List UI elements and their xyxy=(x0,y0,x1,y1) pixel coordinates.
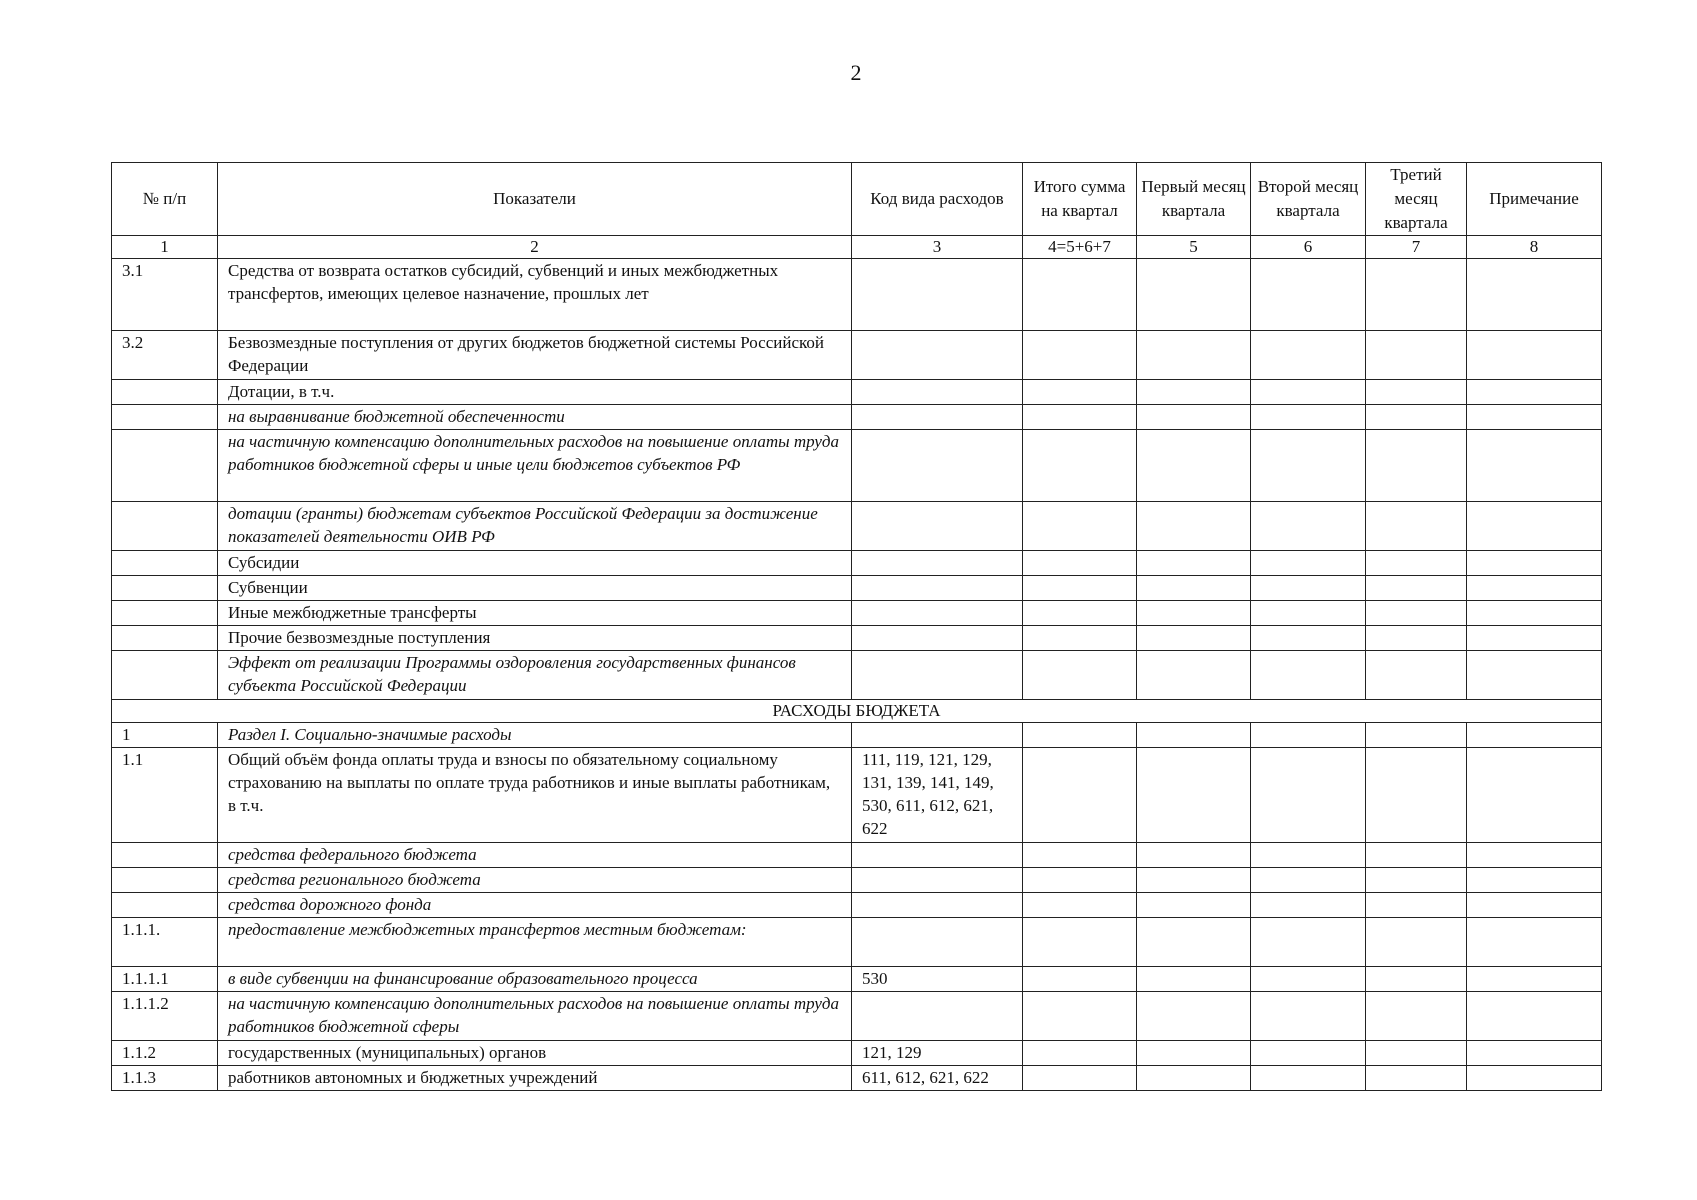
column-number: 2 xyxy=(218,236,852,259)
row-number: 3.1 xyxy=(112,259,218,331)
page-number: 2 xyxy=(850,60,862,85)
row-indicator: средства федерального бюджета xyxy=(218,843,852,868)
row-indicator: дотации (гранты) бюджетам субъектов Российской Федерации за достижение показателей деятельности ОИВ РФ xyxy=(218,502,852,551)
row-note xyxy=(1467,259,1602,331)
row-expense-code xyxy=(852,551,1023,576)
row-total xyxy=(1023,380,1137,405)
row-indicator: Средства от возврата остатков субсидий, субвенций и иных межбюджетных трансфертов, имеющих целевое назначение, прошлых лет xyxy=(218,259,852,331)
row-indicator: предоставление межбюджетных трансфертов местным бюджетам: xyxy=(218,918,852,967)
table-row xyxy=(112,502,1602,551)
column-number: 5 xyxy=(1137,236,1251,259)
row-number: 1.1.2 xyxy=(112,1041,218,1066)
row-month-2 xyxy=(1251,1066,1366,1091)
row-expense-code xyxy=(852,868,1023,893)
row-number: 1.1 xyxy=(112,748,218,843)
row-note xyxy=(1467,893,1602,918)
row-month-3 xyxy=(1366,405,1467,430)
row-month-3 xyxy=(1366,626,1467,651)
row-month-2 xyxy=(1251,430,1366,502)
row-month-3 xyxy=(1366,918,1467,967)
row-expense-code xyxy=(852,380,1023,405)
row-indicator: на частичную компенсацию дополнительных расходов на повышение оплаты труда работников бюджетной сферы xyxy=(218,992,852,1041)
row-month-1 xyxy=(1137,380,1251,405)
income-section xyxy=(112,259,1602,700)
row-indicator: средства дорожного фонда xyxy=(218,893,852,918)
row-indicator: Прочие безвозмездные поступления xyxy=(218,626,852,651)
row-month-3 xyxy=(1366,601,1467,626)
row-month-3 xyxy=(1366,430,1467,502)
section-title: РАСХОДЫ БЮДЖЕТА xyxy=(112,700,1602,723)
row-number xyxy=(112,601,218,626)
table-row xyxy=(112,1066,1602,1091)
row-expense-code xyxy=(852,331,1023,380)
row-month-2 xyxy=(1251,405,1366,430)
row-number xyxy=(112,843,218,868)
row-indicator: Субвенции xyxy=(218,576,852,601)
row-note xyxy=(1467,601,1602,626)
row-month-1 xyxy=(1137,626,1251,651)
table-row xyxy=(112,331,1602,380)
table-row xyxy=(112,626,1602,651)
row-expense-code xyxy=(852,259,1023,331)
table-row xyxy=(112,651,1602,700)
row-month-1 xyxy=(1137,893,1251,918)
row-month-2 xyxy=(1251,992,1366,1041)
column-number: 4=5+6+7 xyxy=(1023,236,1137,259)
row-month-2 xyxy=(1251,918,1366,967)
expense-section xyxy=(112,723,1602,1091)
row-month-2 xyxy=(1251,748,1366,843)
table-row xyxy=(112,868,1602,893)
row-note xyxy=(1467,651,1602,700)
row-month-3 xyxy=(1366,843,1467,868)
row-note xyxy=(1467,576,1602,601)
table-row xyxy=(112,893,1602,918)
row-month-3 xyxy=(1366,576,1467,601)
row-note xyxy=(1467,967,1602,992)
row-note xyxy=(1467,1041,1602,1066)
row-indicator: Эффект от реализации Программы оздоровления государственных финансов субъекта Российской Федерации xyxy=(218,651,852,700)
column-number: 3 xyxy=(852,236,1023,259)
row-total xyxy=(1023,843,1137,868)
table-row xyxy=(112,1041,1602,1066)
row-total xyxy=(1023,430,1137,502)
table-row xyxy=(112,259,1602,331)
row-total xyxy=(1023,868,1137,893)
table-row xyxy=(112,380,1602,405)
row-month-2 xyxy=(1251,551,1366,576)
row-month-2 xyxy=(1251,967,1366,992)
row-total xyxy=(1023,601,1137,626)
row-total xyxy=(1023,918,1137,967)
column-number: 1 xyxy=(112,236,218,259)
row-expense-code xyxy=(852,576,1023,601)
expense-section-title xyxy=(112,700,1602,723)
row-month-1 xyxy=(1137,843,1251,868)
row-note xyxy=(1467,430,1602,502)
column-number: 8 xyxy=(1467,236,1602,259)
row-indicator: на частичную компенсацию дополнительных расходов на повышение оплаты труда работников бюджетной сферы и иные цели бюджетов субъектов РФ xyxy=(218,430,852,502)
row-month-3 xyxy=(1366,551,1467,576)
row-number xyxy=(112,893,218,918)
header-num: № п/п xyxy=(112,163,218,236)
row-number xyxy=(112,576,218,601)
row-total xyxy=(1023,259,1137,331)
row-expense-code: 111, 119, 121, 129, 131, 139, 141, 149, 530, 611, 612, 621, 622 xyxy=(852,748,1023,843)
row-expense-code xyxy=(852,430,1023,502)
row-month-2 xyxy=(1251,1041,1366,1066)
row-indicator: Общий объём фонда оплаты труда и взносы по обязательному социальному страхованию на выплаты по оплате труда работников и иные выплаты работникам, в т.ч. xyxy=(218,748,852,843)
row-indicator: Иные межбюджетные трансферты xyxy=(218,601,852,626)
row-number xyxy=(112,502,218,551)
row-month-1 xyxy=(1137,918,1251,967)
row-expense-code xyxy=(852,626,1023,651)
table-row xyxy=(112,576,1602,601)
row-month-2 xyxy=(1251,259,1366,331)
row-month-2 xyxy=(1251,723,1366,748)
row-indicator: Безвозмездные поступления от других бюджетов бюджетной системы Российской Федерации xyxy=(218,331,852,380)
row-month-3 xyxy=(1366,868,1467,893)
row-expense-code xyxy=(852,992,1023,1041)
row-number xyxy=(112,430,218,502)
table-row xyxy=(112,748,1602,843)
row-total xyxy=(1023,626,1137,651)
table-row xyxy=(112,723,1602,748)
header-month-2: Второй месяц квартала xyxy=(1251,163,1366,236)
row-number: 1.1.1. xyxy=(112,918,218,967)
row-total xyxy=(1023,551,1137,576)
row-month-3 xyxy=(1366,992,1467,1041)
row-month-1 xyxy=(1137,992,1251,1041)
table-row xyxy=(112,601,1602,626)
column-numbers-row xyxy=(112,236,1602,259)
row-indicator: средства регионального бюджета xyxy=(218,868,852,893)
row-number: 3.2 xyxy=(112,331,218,380)
row-note xyxy=(1467,723,1602,748)
row-indicator: Дотации, в т.ч. xyxy=(218,380,852,405)
row-month-2 xyxy=(1251,601,1366,626)
table-row xyxy=(112,430,1602,502)
row-month-1 xyxy=(1137,967,1251,992)
row-number xyxy=(112,551,218,576)
row-indicator: работников автономных и бюджетных учреждений xyxy=(218,1066,852,1091)
row-month-1 xyxy=(1137,1066,1251,1091)
row-total xyxy=(1023,748,1137,843)
row-note xyxy=(1467,380,1602,405)
row-month-3 xyxy=(1366,893,1467,918)
column-number: 6 xyxy=(1251,236,1366,259)
row-number xyxy=(112,626,218,651)
row-total xyxy=(1023,576,1137,601)
row-total xyxy=(1023,1041,1137,1066)
row-note xyxy=(1467,331,1602,380)
row-month-3 xyxy=(1366,1041,1467,1066)
row-month-1 xyxy=(1137,601,1251,626)
row-indicator: Раздел I. Социально-значимые расходы xyxy=(218,723,852,748)
row-indicator: на выравнивание бюджетной обеспеченности xyxy=(218,405,852,430)
row-month-3 xyxy=(1366,502,1467,551)
table-row xyxy=(112,843,1602,868)
row-total xyxy=(1023,405,1137,430)
row-total xyxy=(1023,331,1137,380)
row-number: 1.1.3 xyxy=(112,1066,218,1091)
row-month-1 xyxy=(1137,331,1251,380)
row-month-2 xyxy=(1251,626,1366,651)
row-month-1 xyxy=(1137,259,1251,331)
column-number: 7 xyxy=(1366,236,1467,259)
row-month-3 xyxy=(1366,723,1467,748)
row-expense-code xyxy=(852,405,1023,430)
row-number xyxy=(112,651,218,700)
row-total xyxy=(1023,502,1137,551)
row-month-1 xyxy=(1137,651,1251,700)
row-month-1 xyxy=(1137,868,1251,893)
row-month-2 xyxy=(1251,868,1366,893)
row-indicator: в виде субвенции на финансирование образовательного процесса xyxy=(218,967,852,992)
row-month-2 xyxy=(1251,331,1366,380)
row-month-1 xyxy=(1137,502,1251,551)
row-note xyxy=(1467,868,1602,893)
row-number xyxy=(112,405,218,430)
header-month-1: Первый месяц квартала xyxy=(1137,163,1251,236)
row-total xyxy=(1023,992,1137,1041)
row-expense-code: 530 xyxy=(852,967,1023,992)
row-month-3 xyxy=(1366,748,1467,843)
row-expense-code: 121, 129 xyxy=(852,1041,1023,1066)
row-month-1 xyxy=(1137,430,1251,502)
row-note xyxy=(1467,748,1602,843)
row-number: 1.1.1.2 xyxy=(112,992,218,1041)
row-indicator: Субсидии xyxy=(218,551,852,576)
header-total: Итого сумма на квартал xyxy=(1023,163,1137,236)
row-month-3 xyxy=(1366,380,1467,405)
row-number xyxy=(112,380,218,405)
row-note xyxy=(1467,626,1602,651)
row-indicator: государственных (муниципальных) органов xyxy=(218,1041,852,1066)
row-month-1 xyxy=(1137,748,1251,843)
row-month-3 xyxy=(1366,259,1467,331)
row-month-2 xyxy=(1251,502,1366,551)
row-expense-code xyxy=(852,918,1023,967)
row-month-1 xyxy=(1137,1041,1251,1066)
row-expense-code xyxy=(852,723,1023,748)
table-row xyxy=(112,967,1602,992)
row-expense-code xyxy=(852,843,1023,868)
row-expense-code xyxy=(852,651,1023,700)
row-note xyxy=(1467,992,1602,1041)
header-row xyxy=(112,163,1602,236)
table-row xyxy=(112,405,1602,430)
row-total xyxy=(1023,651,1137,700)
row-month-1 xyxy=(1137,551,1251,576)
row-expense-code xyxy=(852,502,1023,551)
row-expense-code xyxy=(852,601,1023,626)
row-total xyxy=(1023,893,1137,918)
row-note xyxy=(1467,405,1602,430)
row-month-1 xyxy=(1137,405,1251,430)
row-note xyxy=(1467,502,1602,551)
table-row xyxy=(112,992,1602,1041)
row-number: 1 xyxy=(112,723,218,748)
row-note xyxy=(1467,918,1602,967)
row-number: 1.1.1.1 xyxy=(112,967,218,992)
row-month-1 xyxy=(1137,723,1251,748)
row-month-2 xyxy=(1251,651,1366,700)
header-note: Примечание xyxy=(1467,163,1602,236)
budget-report-table xyxy=(111,162,1602,1091)
row-total xyxy=(1023,723,1137,748)
row-note xyxy=(1467,551,1602,576)
row-month-1 xyxy=(1137,576,1251,601)
row-note xyxy=(1467,843,1602,868)
header-code: Код вида расходов xyxy=(852,163,1023,236)
row-month-2 xyxy=(1251,893,1366,918)
row-number xyxy=(112,868,218,893)
row-month-2 xyxy=(1251,843,1366,868)
row-month-3 xyxy=(1366,967,1467,992)
row-total xyxy=(1023,1066,1137,1091)
row-expense-code: 611, 612, 621, 622 xyxy=(852,1066,1023,1091)
row-month-3 xyxy=(1366,331,1467,380)
row-month-3 xyxy=(1366,1066,1467,1091)
row-month-3 xyxy=(1366,651,1467,700)
header-indicators: Показатели xyxy=(218,163,852,236)
row-expense-code xyxy=(852,893,1023,918)
row-note xyxy=(1467,1066,1602,1091)
table-row xyxy=(112,918,1602,967)
header-month-3: Третий месяц квартала xyxy=(1366,163,1467,236)
row-month-2 xyxy=(1251,380,1366,405)
row-total xyxy=(1023,967,1137,992)
row-month-2 xyxy=(1251,576,1366,601)
table-row xyxy=(112,551,1602,576)
section-title-row xyxy=(112,700,1602,723)
